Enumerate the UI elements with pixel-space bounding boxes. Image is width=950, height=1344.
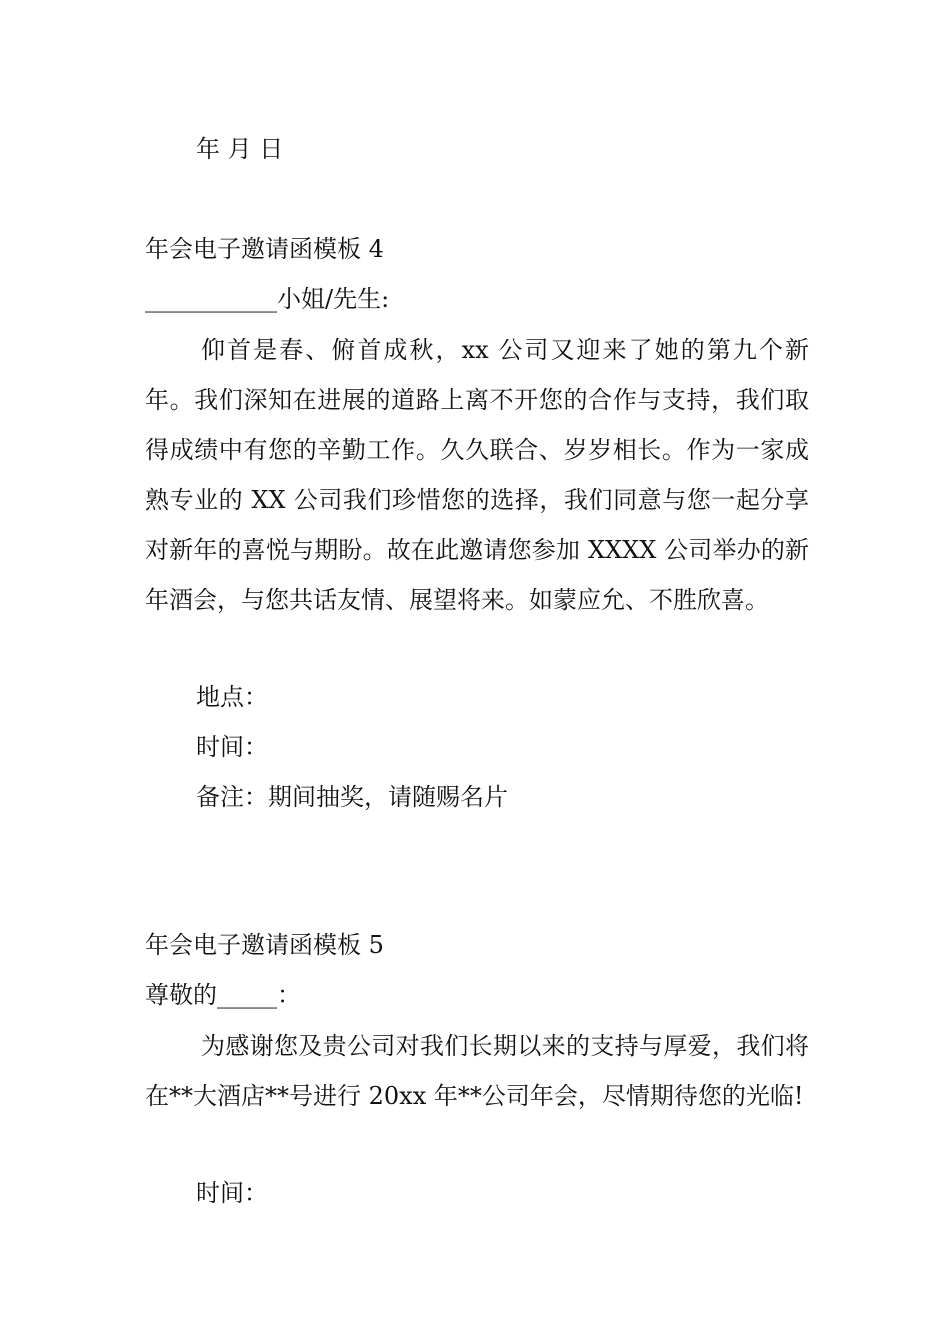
template4-location-label: 地点： [196,683,268,711]
template4-title: 年会电子邀请函模板 4 [145,235,384,263]
template5-time-label: 时间： [196,1179,268,1207]
date-line: 年 月 日 [196,135,284,163]
template5-salutation: 尊敬的_____： [145,981,301,1009]
template5-title: 年会电子邀请函模板 5 [145,931,384,959]
template4-salutation: ___________小姐/先生: [145,285,390,313]
template5-body: 为感谢您及贵公司对我们长期以来的支持与厚爱，我们将在**大酒店**号进行 20xx 年**公司年会，尽情期待您的光临! [145,1032,809,1110]
template4-note: 备注：期间抽奖，请随赐名片 [196,783,508,811]
template4-time-label: 时间： [196,733,268,761]
template4-body: 仰首是春、俯首成秋，xx 公司又迎来了她的第九个新年。我们深知在进展的道路上离不开您的合作与支持，我们取得成绩中有您的辛勤工作。久久联合、岁岁相长。作为一家成熟专业的 XX 公司我们珍惜您的选择，我们同意与您一起分享对新年的喜悦与期盼。故在此邀请您参加 XXXX 公司举办的新年酒会，与您共话友情、展望将来。如蒙应允、不胜欣喜。 [145,336,809,614]
